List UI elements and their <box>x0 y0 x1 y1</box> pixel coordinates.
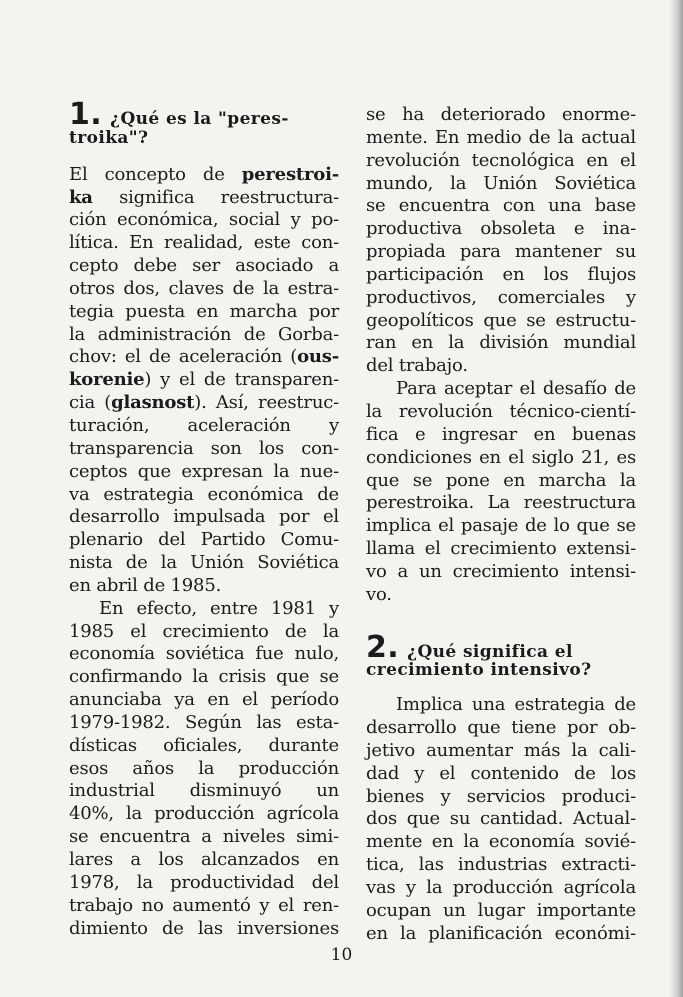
text-line: mente. En medio de la actual <box>366 126 636 148</box>
text-line <box>69 187 339 210</box>
text-line <box>69 529 339 552</box>
text-line: productiva obsoleta e ina- <box>366 218 636 240</box>
text-line: industrial disminuyó un <box>69 780 339 802</box>
text-segment: El concepto de <box>69 163 242 185</box>
text-line <box>69 506 339 529</box>
text-line: confirmando la crisis que se <box>69 666 339 688</box>
text-line: trabajo no aumentó y el ren- <box>69 894 339 916</box>
text-line <box>69 278 339 301</box>
text-segment: cepto debe ser asociado a <box>69 255 339 277</box>
text-line <box>69 484 339 507</box>
text-segment: chov: el de aceleración ( <box>69 346 298 368</box>
text-line: implica el pasaje de lo que se <box>366 515 636 537</box>
text-segment: glasnost <box>111 392 195 414</box>
text-line: ocupan un lugar importante <box>366 899 636 921</box>
text-line <box>69 164 339 187</box>
text-line: En efecto, entre 1981 y <box>99 597 339 619</box>
text-segment: ceptos que expresan la nue- <box>69 460 339 482</box>
text-segment: lítica. En realidad, este con- <box>69 232 339 254</box>
text-segment: cia ( <box>69 392 112 414</box>
text-line: bienes y servicios produci- <box>366 785 636 807</box>
text-line <box>69 552 339 575</box>
page-edge <box>669 0 683 997</box>
text-line: 1979-1982. Según las esta- <box>69 711 339 733</box>
text-line <box>69 461 339 484</box>
text-line: vo. <box>366 583 392 605</box>
text-line: geopolíticos que se estructu- <box>366 309 636 331</box>
text-line <box>69 438 339 461</box>
section-2-number: 2. <box>366 629 400 665</box>
text-segment: turación, aceleración y <box>69 414 339 436</box>
text-segment: va estrategia económica de <box>69 483 339 505</box>
text-line: anunciaba ya en el período <box>69 689 339 711</box>
text-segment: tegia puesta en marcha por <box>69 300 339 322</box>
text-segment: otros dos, claves de la estra- <box>69 277 339 299</box>
text-segment: significa reestructura- <box>92 186 339 208</box>
text-line: productivos, comerciales y <box>366 286 636 308</box>
text-line: en la planificación económi- <box>366 922 636 944</box>
text-segment: ka <box>69 186 93 208</box>
text-segment: perestroi- <box>241 163 339 185</box>
text-line: del trabajo. <box>366 355 468 377</box>
section-1-paragraph-2-continued <box>366 104 636 378</box>
text-segment: plenario del Partido Comu- <box>69 529 339 551</box>
text-line: Para aceptar el desafío de <box>396 378 636 400</box>
text-segment: transparencia son los con- <box>69 437 339 459</box>
text-line: que se pone en marcha la <box>366 469 636 491</box>
text-line: ran en la división mundial <box>366 332 636 354</box>
section-1-title-line-2: troika"? <box>69 127 149 148</box>
text-line: vo a un crecimiento intensi- <box>366 560 636 582</box>
text-segment: en abril de 1985. <box>69 574 222 596</box>
text-line: condiciones en el siglo 21, es <box>366 446 636 468</box>
text-line: lares a los alcanzados en <box>69 849 339 870</box>
section-1-paragraph-2 <box>69 598 339 941</box>
text-line <box>69 369 339 392</box>
text-line: dad y el contenido de los <box>366 762 636 784</box>
section-1-paragraph-3 <box>366 378 636 606</box>
text-line: dimiento de las inversiones <box>69 917 339 939</box>
text-line: economía soviética fue nulo, <box>69 643 339 665</box>
page-number: 10 <box>330 945 353 965</box>
text-line: participación en los flujos <box>366 263 636 285</box>
section-2-heading <box>366 629 636 683</box>
text-line: vas y la producción agrícola <box>366 877 636 898</box>
text-line: propiada para mantener su <box>366 241 636 263</box>
text-line: llama el crecimiento extensi- <box>366 538 636 560</box>
text-line: dos que su cantidad. Actual- <box>366 808 636 830</box>
section-1-title-line-1: ¿Qué es la "peres- <box>110 109 289 129</box>
text-line: perestroika. La reestructura <box>366 492 636 514</box>
text-segment: ) y el de transparen- <box>144 369 339 391</box>
text-line: mente en la economía sovié- <box>366 831 636 853</box>
text-line <box>69 255 339 278</box>
text-line: jetivo aumentar más la cali- <box>366 739 636 761</box>
section-1-heading <box>69 97 339 150</box>
text-segment: korenie <box>69 369 145 391</box>
text-line: 1978, la productividad del <box>69 871 339 893</box>
text-segment: nista de la Unión Soviética <box>69 552 339 574</box>
text-segment: ). Así, reestruc- <box>194 392 339 414</box>
text-segment: ous- <box>297 346 339 368</box>
text-line <box>69 415 339 438</box>
text-line: Implica una estrategia de <box>396 694 636 716</box>
text-line <box>69 346 339 369</box>
text-line: la revolución técnico-cientí- <box>366 400 636 422</box>
text-line: esos años la producción <box>69 757 339 779</box>
text-line: se encuentra con una base <box>366 195 636 217</box>
text-line <box>69 392 339 415</box>
text-line: tica, las industrias extracti- <box>366 854 636 876</box>
text-line: se encuentra a niveles simi- <box>69 826 339 848</box>
section-1-paragraph-1 <box>69 164 339 598</box>
text-line: fica e ingresar en buenas <box>366 423 636 445</box>
left-column <box>69 97 339 940</box>
text-line: 1985 el crecimiento de la <box>69 620 339 642</box>
text-segment: desarrollo impulsada por el <box>69 506 339 528</box>
text-line <box>69 232 339 255</box>
text-line: revolución tecnológica en el <box>366 149 636 171</box>
text-segment: la administración de Gorba- <box>69 323 339 345</box>
text-line: desarrollo que tiene por ob- <box>366 717 636 739</box>
section-2-paragraph-1 <box>366 694 636 945</box>
text-line <box>69 575 339 598</box>
section-2-title-line-2: crecimiento intensivo? <box>366 660 592 681</box>
text-line: dísticas oficiales, durante <box>69 734 339 756</box>
section-2-title-line-1: ¿Qué significa el <box>407 641 573 662</box>
text-line <box>69 209 339 232</box>
text-line: 40%, la producción agrícola <box>69 803 339 825</box>
text-line <box>69 301 339 324</box>
text-line: se ha deteriorado enorme- <box>366 104 636 125</box>
text-line <box>69 324 339 347</box>
section-1-number: 1. <box>69 97 103 132</box>
text-line: mundo, la Unión Soviética <box>366 172 636 194</box>
right-column <box>366 104 636 946</box>
text-segment: ción económica, social y po- <box>69 209 339 231</box>
